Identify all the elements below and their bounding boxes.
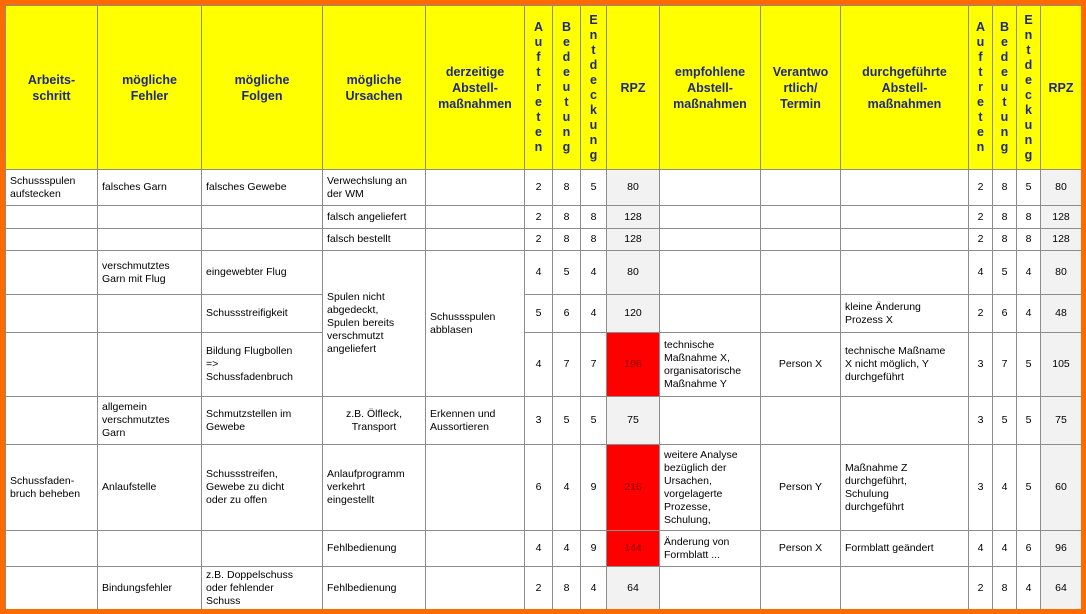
cell-fehler: Bindungsfehler: [98, 567, 202, 610]
header-bedeutung-2: B e d e u t u n g: [993, 6, 1017, 170]
cell-bedeutung: 8: [553, 229, 581, 251]
header-fehler: mögliche Fehler: [98, 6, 202, 170]
table-row: [6, 567, 1082, 610]
cell-auftreten: 2: [525, 170, 553, 206]
cell-bedeutung-2: 8: [993, 170, 1017, 206]
cell-auftreten: 6: [525, 445, 553, 531]
cell-arbeitsschritt: [6, 295, 98, 333]
cell-entdeckung-2: 5: [1017, 333, 1041, 397]
table-row: [6, 445, 1082, 531]
cell-ursachen: Anlaufprogramm verkehrt eingestellt: [323, 445, 426, 531]
cell-arbeitsschritt: [6, 333, 98, 397]
header-auftreten: A u f t r e t e n: [525, 6, 553, 170]
cell-folgen: [202, 229, 323, 251]
cell-empfohlene: [660, 170, 761, 206]
cell-durchgefuehrte: Formblatt geändert: [841, 531, 969, 567]
cell-ursachen: falsch bestellt: [323, 229, 426, 251]
cell-arbeitsschritt: [6, 397, 98, 445]
cell-derzeitige: [426, 229, 525, 251]
cell-auftreten: 2: [525, 206, 553, 229]
header-folgen: mögliche Folgen: [202, 6, 323, 170]
cell-folgen: eingewebter Flug: [202, 251, 323, 295]
cell-auftreten-2: 2: [969, 567, 993, 610]
cell-derzeitige: [426, 170, 525, 206]
cell-verantwortlich: [761, 567, 841, 610]
cell-rpz: 196: [607, 333, 660, 397]
table-row: [6, 206, 1082, 229]
cell-auftreten-2: 3: [969, 445, 993, 531]
cell-bedeutung: 8: [553, 170, 581, 206]
cell-auftreten-2: 2: [969, 206, 993, 229]
header-row: [6, 6, 1082, 170]
cell-derzeitige: Erkennen und Aussortieren: [426, 397, 525, 445]
header-durchgefuehrte: durchgeführte Abstell- maßnahmen: [841, 6, 969, 170]
cell-entdeckung: 7: [581, 333, 607, 397]
cell-auftreten: 3: [525, 397, 553, 445]
cell-durchgefuehrte: [841, 567, 969, 610]
cell-derzeitige: [426, 206, 525, 229]
cell-derzeitige: [426, 531, 525, 567]
cell-entdeckung: 4: [581, 567, 607, 610]
table-row: [6, 251, 1082, 295]
header-arbeitsschritt: Arbeits- schritt: [6, 6, 98, 170]
table-row: [6, 333, 1082, 397]
cell-empfohlene: [660, 206, 761, 229]
cell-durchgefuehrte: [841, 170, 969, 206]
cell-rpz-2: 80: [1041, 251, 1082, 295]
cell-ursachen: Fehlbedienung: [323, 531, 426, 567]
cell-verantwortlich: [761, 170, 841, 206]
cell-rpz: 128: [607, 229, 660, 251]
cell-ursachen: Verwechslung an der WM: [323, 170, 426, 206]
cell-verantwortlich: [761, 397, 841, 445]
header-ursachen: mögliche Ursachen: [323, 6, 426, 170]
cell-verantwortlich: Person Y: [761, 445, 841, 531]
cell-bedeutung: 8: [553, 567, 581, 610]
cell-rpz-2: 128: [1041, 206, 1082, 229]
cell-bedeutung-2: 4: [993, 445, 1017, 531]
cell-arbeitsschritt: [6, 229, 98, 251]
cell-folgen: Schmutzstellen im Gewebe: [202, 397, 323, 445]
cell-empfohlene: technische Maßnahme X, organisatorische Maßnahme Y: [660, 333, 761, 397]
cell-entdeckung-2: 8: [1017, 229, 1041, 251]
cell-rpz: 216: [607, 445, 660, 531]
cell-fehler: allgemein verschmutztes Garn: [98, 397, 202, 445]
cell-entdeckung: 9: [581, 445, 607, 531]
cell-folgen: [202, 531, 323, 567]
cell-auftreten: 4: [525, 333, 553, 397]
cell-fehler: Anlaufstelle: [98, 445, 202, 531]
cell-folgen: Bildung Flugbollen => Schussfadenbruch: [202, 333, 323, 397]
cell-auftreten: 4: [525, 251, 553, 295]
cell-durchgefuehrte: [841, 206, 969, 229]
cell-verantwortlich: Person X: [761, 333, 841, 397]
cell-folgen: falsches Gewebe: [202, 170, 323, 206]
cell-rpz: 128: [607, 206, 660, 229]
cell-bedeutung-2: 5: [993, 251, 1017, 295]
cell-rpz-2: 75: [1041, 397, 1082, 445]
cell-derzeitige: [426, 567, 525, 610]
cell-entdeckung: 8: [581, 229, 607, 251]
cell-bedeutung: 5: [553, 397, 581, 445]
cell-arbeitsschritt: [6, 567, 98, 610]
cell-bedeutung-2: 8: [993, 206, 1017, 229]
cell-bedeutung-2: 8: [993, 229, 1017, 251]
cell-entdeckung: 8: [581, 206, 607, 229]
cell-entdeckung-2: 6: [1017, 531, 1041, 567]
header-empfohlene: empfohlene Abstell- maßnahmen: [660, 6, 761, 170]
cell-arbeitsschritt: [6, 531, 98, 567]
cell-auftreten: 5: [525, 295, 553, 333]
cell-fehler: falsches Garn: [98, 170, 202, 206]
cell-rpz: 120: [607, 295, 660, 333]
cell-rpz: 64: [607, 567, 660, 610]
cell-derzeitige: Schussspulen abblasen: [426, 251, 525, 397]
cell-fehler: [98, 229, 202, 251]
cell-rpz-2: 105: [1041, 333, 1082, 397]
cell-empfohlene: [660, 229, 761, 251]
cell-auftreten-2: 2: [969, 295, 993, 333]
header-rpz-2: RPZ: [1041, 6, 1082, 170]
cell-bedeutung-2: 6: [993, 295, 1017, 333]
cell-rpz: 80: [607, 170, 660, 206]
cell-entdeckung: 9: [581, 531, 607, 567]
cell-auftreten-2: 2: [969, 229, 993, 251]
cell-bedeutung-2: 5: [993, 397, 1017, 445]
header-entdeckung: E n t d e c k u n g: [581, 6, 607, 170]
cell-empfohlene: [660, 251, 761, 295]
cell-entdeckung: 4: [581, 251, 607, 295]
cell-verantwortlich: [761, 251, 841, 295]
cell-bedeutung-2: 4: [993, 531, 1017, 567]
cell-auftreten: 2: [525, 567, 553, 610]
cell-entdeckung-2: 8: [1017, 206, 1041, 229]
cell-rpz-2: 48: [1041, 295, 1082, 333]
cell-auftreten-2: 3: [969, 333, 993, 397]
cell-bedeutung: 4: [553, 531, 581, 567]
cell-auftreten-2: 3: [969, 397, 993, 445]
cell-entdeckung-2: 4: [1017, 567, 1041, 610]
table-row: [6, 170, 1082, 206]
cell-durchgefuehrte: technische Maßname X nicht möglich, Y durchgeführt: [841, 333, 969, 397]
cell-rpz-2: 128: [1041, 229, 1082, 251]
header-entdeckung-2: E n t d e c k u n g: [1017, 6, 1041, 170]
cell-arbeitsschritt: Schussfaden- bruch beheben: [6, 445, 98, 531]
cell-entdeckung: 5: [581, 170, 607, 206]
cell-folgen: Schussstreifen, Gewebe zu dicht oder zu offen: [202, 445, 323, 531]
cell-empfohlene: [660, 567, 761, 610]
cell-bedeutung: 8: [553, 206, 581, 229]
header-bedeutung: B e d e u t u n g: [553, 6, 581, 170]
cell-folgen: Schussstreifigkeit: [202, 295, 323, 333]
header-rpz: RPZ: [607, 6, 660, 170]
cell-arbeitsschritt: Schussspulen aufstecken: [6, 170, 98, 206]
cell-rpz-2: 60: [1041, 445, 1082, 531]
cell-auftreten: 4: [525, 531, 553, 567]
table-row: [6, 295, 1082, 333]
cell-fehler: [98, 531, 202, 567]
cell-ursachen: Spulen nicht abgedeckt, Spulen bereits verschmutzt angeliefert: [323, 251, 426, 397]
cell-durchgefuehrte: [841, 397, 969, 445]
cell-ursachen: falsch angeliefert: [323, 206, 426, 229]
cell-bedeutung-2: 7: [993, 333, 1017, 397]
cell-verantwortlich: [761, 206, 841, 229]
cell-arbeitsschritt: [6, 251, 98, 295]
fmea-sheet: [5, 5, 1081, 609]
cell-entdeckung-2: 5: [1017, 170, 1041, 206]
cell-derzeitige: [426, 445, 525, 531]
cell-auftreten-2: 4: [969, 531, 993, 567]
cell-verantwortlich: Person X: [761, 531, 841, 567]
cell-fehler: verschmutztes Garn mit Flug: [98, 251, 202, 295]
cell-ursachen: z.B. Ölfleck, Transport: [323, 397, 426, 445]
cell-rpz-2: 96: [1041, 531, 1082, 567]
table-row: [6, 397, 1082, 445]
cell-fehler: [98, 206, 202, 229]
cell-folgen: z.B. Doppelschuss oder fehlender Schuss: [202, 567, 323, 610]
table-row: [6, 531, 1082, 567]
cell-ursachen: Fehlbedienung: [323, 567, 426, 610]
cell-durchgefuehrte: Maßnahme Z durchgeführt, Schulung durchgeführt: [841, 445, 969, 531]
header-verantwortlich: Verantwo rtlich/ Termin: [761, 6, 841, 170]
cell-bedeutung: 5: [553, 251, 581, 295]
cell-entdeckung-2: 4: [1017, 295, 1041, 333]
cell-rpz: 144: [607, 531, 660, 567]
header-derzeitige: derzeitige Abstell- maßnahmen: [426, 6, 525, 170]
cell-entdeckung-2: 4: [1017, 251, 1041, 295]
cell-bedeutung-2: 8: [993, 567, 1017, 610]
cell-auftreten: 2: [525, 229, 553, 251]
cell-rpz: 80: [607, 251, 660, 295]
cell-verantwortlich: [761, 229, 841, 251]
cell-verantwortlich: [761, 295, 841, 333]
table-row: [6, 229, 1082, 251]
cell-bedeutung: 6: [553, 295, 581, 333]
cell-durchgefuehrte: [841, 229, 969, 251]
cell-entdeckung-2: 5: [1017, 397, 1041, 445]
cell-empfohlene: Änderung von Formblatt ...: [660, 531, 761, 567]
cell-rpz-2: 80: [1041, 170, 1082, 206]
cell-entdeckung: 5: [581, 397, 607, 445]
cell-folgen: [202, 206, 323, 229]
cell-empfohlene: [660, 397, 761, 445]
cell-arbeitsschritt: [6, 206, 98, 229]
cell-bedeutung: 4: [553, 445, 581, 531]
cell-rpz-2: 64: [1041, 567, 1082, 610]
cell-bedeutung: 7: [553, 333, 581, 397]
cell-rpz: 75: [607, 397, 660, 445]
cell-entdeckung: 4: [581, 295, 607, 333]
header-auftreten-2: A u f t r e t e n: [969, 6, 993, 170]
cell-durchgefuehrte: kleine Änderung Prozess X: [841, 295, 969, 333]
fmea-table: [5, 5, 1081, 609]
cell-empfohlene: [660, 295, 761, 333]
cell-auftreten-2: 4: [969, 251, 993, 295]
cell-fehler: [98, 295, 202, 333]
cell-entdeckung-2: 5: [1017, 445, 1041, 531]
cell-fehler: [98, 333, 202, 397]
cell-durchgefuehrte: [841, 251, 969, 295]
cell-empfohlene: weitere Analyse bezüglich der Ursachen, vorgelagerte Prozesse, Schulung,: [660, 445, 761, 531]
cell-auftreten-2: 2: [969, 170, 993, 206]
